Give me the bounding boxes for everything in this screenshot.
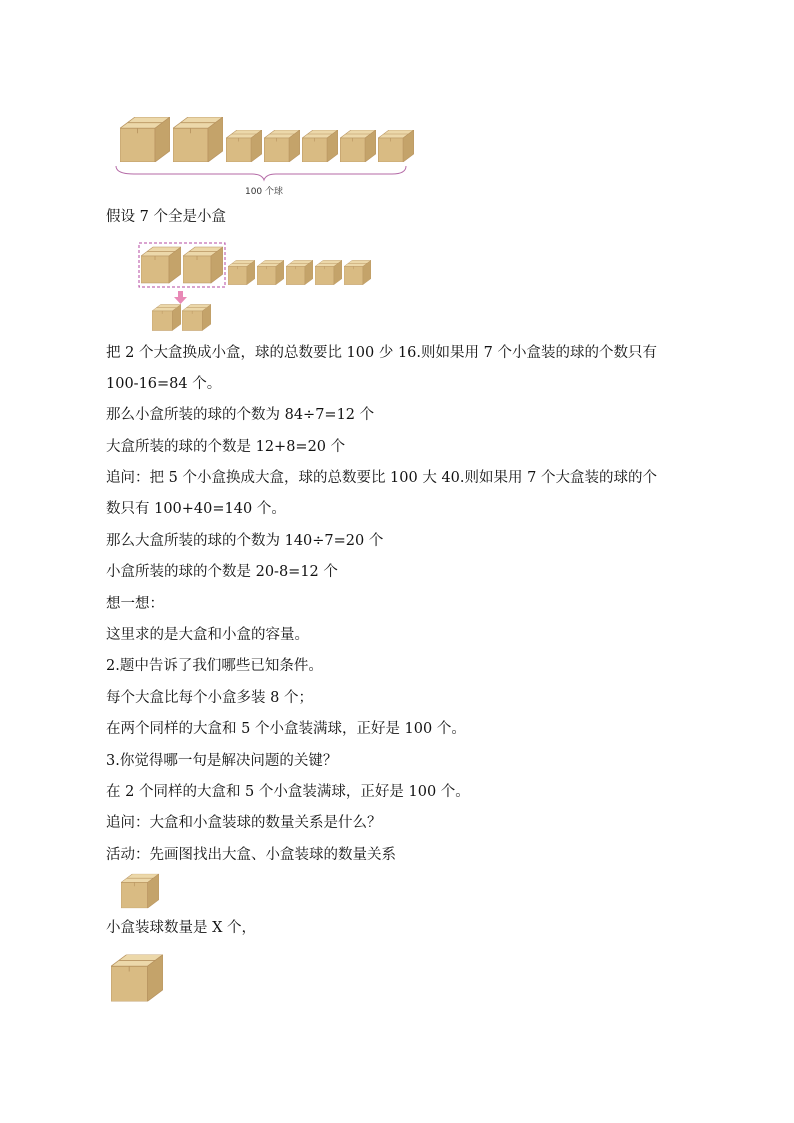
text-line: 在 2 个同样的大盒和 5 个小盒装满球，正好是 100 个。 [106, 784, 470, 800]
text-line: 小盒所装的球的个数是 20-8=12 个 [106, 564, 338, 580]
small-box-icon [286, 260, 313, 284]
figure-replace-boxes [136, 240, 376, 335]
text-line: 那么小盒所装的球的个数为 84÷7=12 个 [106, 407, 375, 423]
text-line: 把 2 个大盒换成小盒，球的总数要比 100 少 16.则如果用 7 个小盒装的球的个数只有 [106, 345, 657, 361]
text-line: 100-16=84 个。 [106, 376, 222, 392]
text-line: 3.你觉得哪一句是解决问题的关键？ [106, 753, 338, 769]
small-box-image [121, 873, 159, 909]
text-line: 每个大盒比每个小盒多装 8 个； [106, 690, 313, 706]
text-line: 活动：先画图找出大盒、小盒装球的数量关系 [106, 847, 396, 863]
small-box-icon [340, 130, 376, 162]
small-box-icon [152, 304, 181, 330]
text-line: 假设 7 个全是小盒 [106, 209, 226, 225]
text-line: 想一想： [106, 596, 164, 612]
brace-label: 100 个球 [244, 187, 284, 197]
figure-boxes-total [114, 112, 414, 202]
down-arrow-icon [174, 291, 187, 304]
text-line: 小盒装球数量是 X 个， [106, 920, 257, 936]
big-box-icon [183, 247, 223, 283]
small-box-icon [257, 260, 284, 284]
small-box-icon [182, 304, 211, 330]
text-line: 2.题中告诉了我们哪些已知条件。 [106, 658, 323, 674]
big-box-icon [141, 247, 181, 283]
small-box-icon [315, 260, 342, 284]
small-box-icon [121, 874, 159, 908]
small-box-icon [264, 130, 300, 162]
big-box-image [111, 953, 163, 1003]
text-line: 数只有 100+40=140 个。 [106, 501, 286, 517]
small-box-icon [378, 130, 414, 162]
text-line: 追问：大盒和小盒装球的数量关系是什么？ [106, 815, 382, 831]
text-line: 这里求的是大盒和小盒的容量。 [106, 627, 309, 643]
text-line: 大盒所装的球的个数是 12+8=20 个 [106, 439, 346, 455]
text-line: 在两个同样的大盒和 5 个小盒装满球，正好是 100 个。 [106, 721, 466, 737]
big-box-icon [173, 117, 223, 162]
small-box-icon [228, 260, 255, 284]
text-line: 那么大盒所装的球的个数为 140÷7=20 个 [106, 533, 384, 549]
brace-shape [116, 166, 406, 180]
big-box-icon [111, 955, 163, 1002]
text-line: 追问：把 5 个小盒换成大盒，球的总数要比 100 大 40.则如果用 7 个大盒装的球的个 [106, 470, 657, 486]
big-box-icon [120, 117, 170, 162]
small-box-icon [344, 260, 371, 284]
small-box-icon [226, 130, 262, 162]
small-box-icon [302, 130, 338, 162]
